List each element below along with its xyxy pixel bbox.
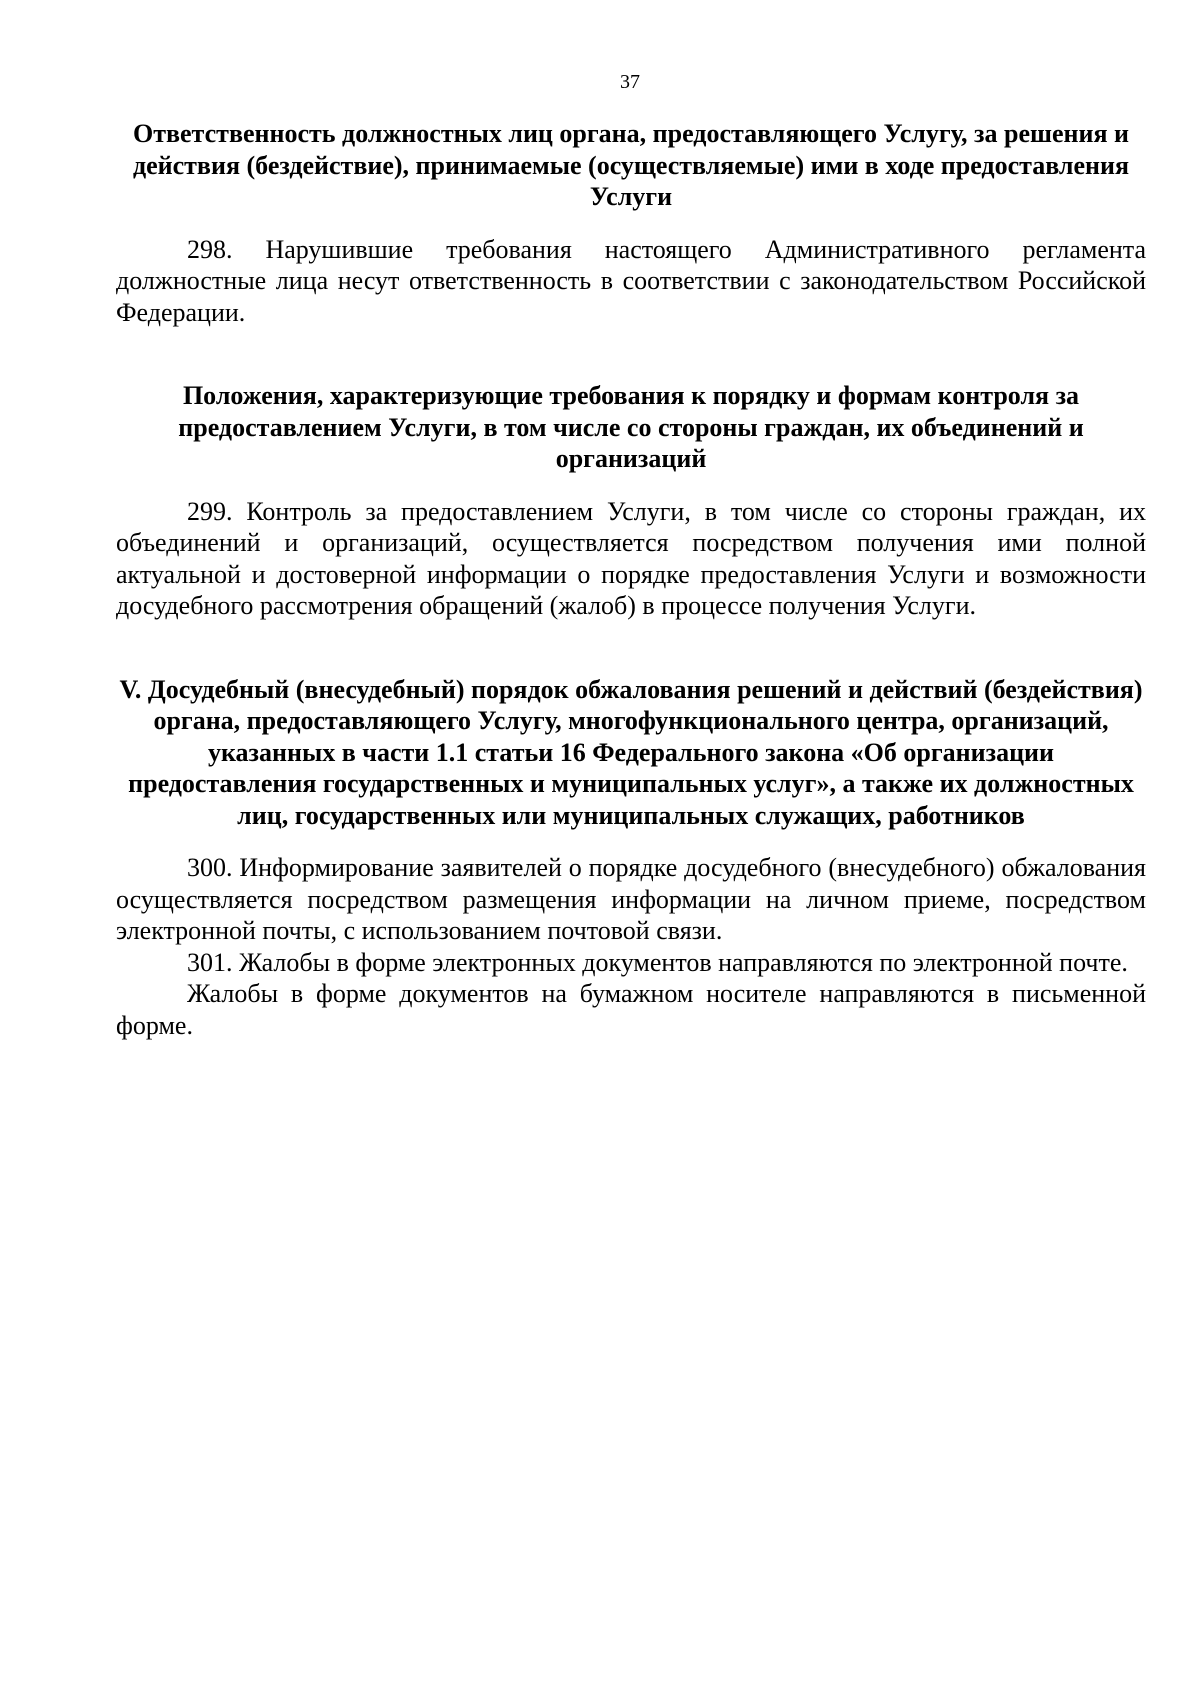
paragraph-301: 301. Жалобы в форме электронных документов направляются по электронной почте. (187, 947, 1128, 977)
section-officials-responsibility (116, 118, 1146, 328)
section-pretrial-appeal (116, 674, 1146, 1042)
page-number: 37 (620, 71, 640, 93)
paragraph-300: 300. Информирование заявителей о порядке досудебного (внесудебного) обжалования осуществляется посредством размещения информации на личном приеме, посредством электронной почты, с использованием почтовой связи. (116, 853, 1146, 945)
paragraph-paper-complaints: Жалобы в форме документов на бумажном носителе направляются в письменной форме. (116, 979, 1146, 1040)
section-heading: Ответственность должностных лиц органа, предоставляющего Услугу, за решения и действия (бездействие), принимаемые (осуществляемые) ими в ходе предоставления Услуги (132, 119, 1130, 211)
document-body (116, 118, 1146, 1041)
section-heading: V. Досудебный (внесудебный) порядок обжалования решений и действий (бездействия) органа, предоставляющего Услугу, многофункционального центра, организаций, указанных в части 1.1 статьи 16 Федерального закона «Об организации предоставления государственных и муниципальных услуг», а также их должностных лиц, государственных или муниципальных служащих, работников (119, 674, 1143, 830)
paragraph-298: 298. Нарушившие требования настоящего Административного регламента должностные лица несут ответственность в соответствии с законодательством Российской Федерации. (116, 234, 1146, 327)
section-control-provisions (116, 380, 1146, 622)
paragraph-299: 299. Контроль за предоставлением Услуги, в том числе со стороны граждан, их объединений и организаций, осуществляется посредством получения ими полной актуальной и достоверной информации о порядке предоставления Услуги и возможности досудебного рассмотрения обращений (жалоб) в процессе получения Услуги. (116, 496, 1146, 620)
section-heading: Положения, характеризующие требования к порядку и формам контроля за предоставлением Услуги, в том числе со стороны граждан, их объединений и организаций (178, 381, 1084, 473)
